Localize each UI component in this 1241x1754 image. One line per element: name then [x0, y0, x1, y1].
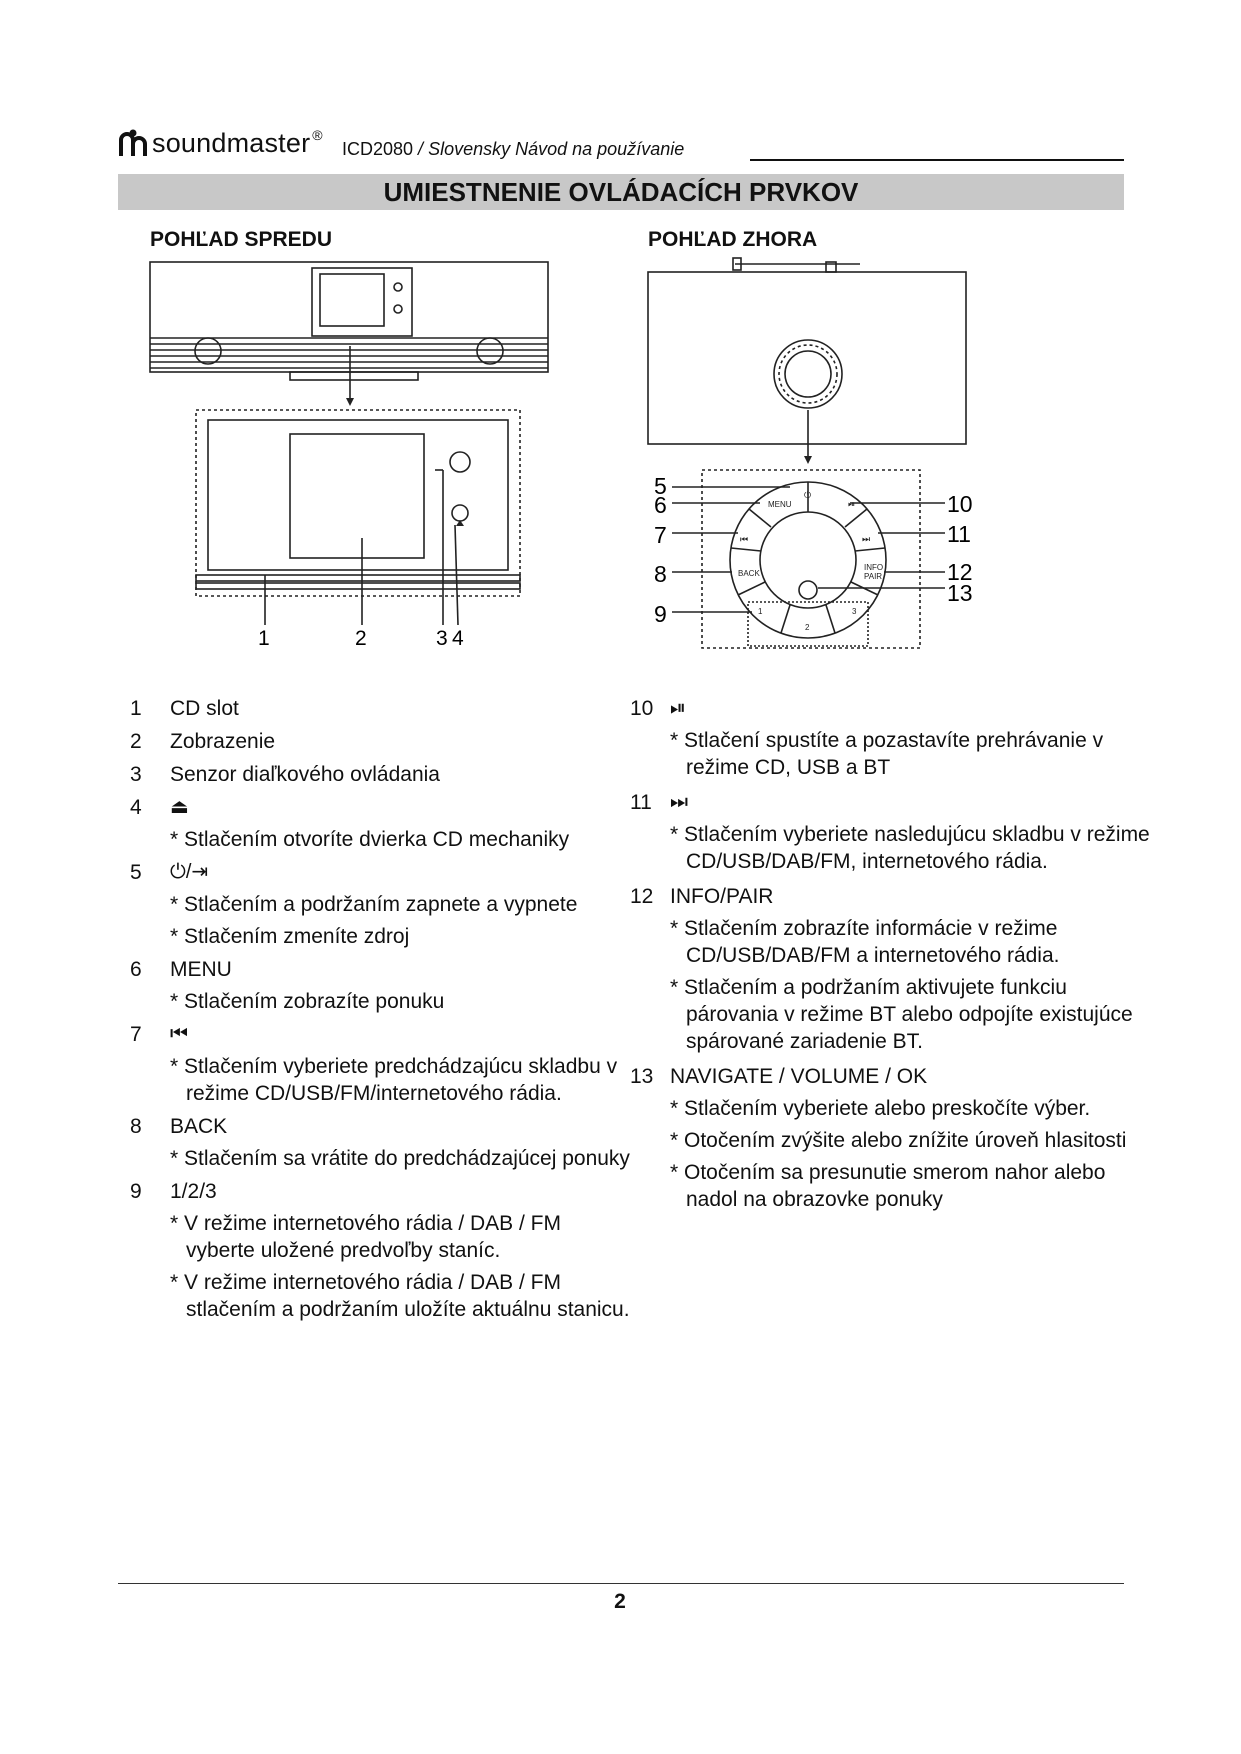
item-number: 4 — [130, 796, 142, 819]
control-item-4 — [130, 794, 630, 853]
ring-info-label: INFO — [864, 563, 884, 572]
control-item-9 — [130, 1178, 630, 1323]
section-title: UMIESTNENIE OVLÁDACÍCH PRVKOV — [383, 177, 859, 207]
top-callout-12: 12 — [947, 559, 973, 585]
power-source-icon: ⏻/⇥ — [170, 861, 209, 883]
ring-preset-3-label: 3 — [852, 607, 857, 616]
item-number: 11 — [630, 791, 652, 814]
item-description: * Stlačením vyberiete predchádzajúcu skladbu v režime CD/USB/FM/internetového rádia. — [170, 1055, 618, 1105]
control-item-7 — [130, 1021, 630, 1107]
top-callout-9: 9 — [654, 601, 667, 627]
control-item-5 — [130, 859, 630, 950]
item-label: Senzor diaľkového ovládania — [170, 763, 440, 786]
page-number: 2 — [614, 1590, 626, 1613]
control-item-13 — [630, 1063, 1150, 1213]
ring-preset-1-label: 1 — [758, 607, 763, 616]
item-label: NAVIGATE / VOLUME / OK — [670, 1065, 928, 1088]
ring-play-pause-icon: ⏯ — [848, 499, 856, 509]
item-description: * Stlačením otvoríte dvierka CD mechaniky — [170, 828, 570, 851]
control-item-6 — [130, 956, 630, 1015]
item-number: 2 — [130, 730, 142, 753]
item-number: 10 — [630, 697, 654, 720]
item-number: 13 — [630, 1065, 654, 1088]
navigate-volume-knob — [760, 512, 856, 608]
top-callout-6: 6 — [654, 492, 667, 518]
control-item-10 — [630, 695, 1150, 781]
item-description: * Stlačení spustíte a pozastavíte prehrávanie v režime CD, USB a BT — [670, 729, 1104, 779]
item-description: * Stlačením zobrazíte ponuku — [170, 990, 445, 1013]
top-callout-7: 7 — [654, 522, 667, 548]
item-label: CD slot — [170, 697, 239, 720]
brand-name: soundmaster — [152, 127, 311, 158]
top-device-body — [648, 272, 966, 444]
top-callout-10: 10 — [947, 491, 973, 517]
control-item-12 — [630, 883, 1150, 1055]
item-number: 12 — [630, 885, 654, 908]
top-callout-8: 8 — [654, 561, 667, 587]
item-description: * Stlačením zobrazíte informácie v režime CD/USB/DAB/FM a internetového rádia. — [670, 917, 1060, 967]
front-view-title: POHĽAD SPREDU — [150, 228, 333, 251]
item-label: 1/2/3 — [170, 1180, 217, 1203]
ring-menu-label: MENU — [768, 500, 792, 509]
ring-pair-label: PAIR — [864, 572, 883, 581]
ring-power-icon: ⏻ — [804, 490, 812, 500]
item-number: 3 — [130, 763, 142, 786]
next-track-icon: ⏭ — [670, 791, 688, 813]
footer-rule — [118, 1583, 1124, 1584]
item-description: * Stlačením vyberiete nasledujúcu skladbu v režime CD/USB/DAB/FM, internetového rádia. — [670, 823, 1150, 873]
item-number: 8 — [130, 1115, 142, 1138]
previous-track-icon: ⏮ — [170, 1023, 188, 1045]
item-label: Zobrazenie — [170, 730, 276, 753]
item-description: * Stlačením zmeníte zdroj — [170, 925, 410, 948]
item-description: * Otočením sa presunutie smerom nahor alebo nadol na obrazovke ponuky — [670, 1161, 1106, 1211]
ring-prev-icon: ⏮ — [740, 534, 749, 544]
item-label: MENU — [170, 958, 232, 981]
brand-registered-mark: ® — [312, 127, 323, 143]
play-pause-icon: ⏯ — [670, 697, 686, 719]
control-item-1 — [130, 695, 630, 722]
eject-icon: ⏏ — [170, 796, 189, 818]
front-callout-3: 3 — [436, 627, 448, 650]
item-label: INFO/PAIR — [670, 885, 774, 908]
top-callout-13: 13 — [947, 580, 973, 606]
manual-subtitle: Slovensky Návod na používanie — [428, 139, 685, 159]
item-number: 6 — [130, 958, 142, 981]
item-number: 5 — [130, 861, 142, 884]
knob-ok-dot — [799, 581, 817, 599]
model-separator: / — [413, 139, 429, 159]
control-item-2 — [130, 728, 630, 755]
top-callout-5: 5 — [654, 473, 667, 499]
item-number: 1 — [130, 697, 142, 720]
item-description: * Stlačením sa vrátite do predchádzajúcej ponuky — [170, 1147, 630, 1170]
top-view-diagram — [0, 0, 1241, 700]
front-callout-4: 4 — [452, 627, 464, 650]
control-item-8 — [130, 1113, 630, 1172]
top-callout-11: 11 — [947, 521, 971, 547]
item-description: * V režime internetového rádia / DAB / FM stlačením a podržaním uložíte aktuálnu stanicu. — [170, 1271, 630, 1321]
item-description: * Stlačením vyberiete alebo preskočíte výber. — [670, 1097, 1091, 1120]
top-view-title: POHĽAD ZHORA — [648, 228, 818, 251]
item-description: * Stlačením a podržaním zapnete a vypnete — [170, 893, 578, 916]
item-description: * V režime internetového rádia / DAB / FM vyberte uložené predvoľby staníc. — [170, 1212, 561, 1262]
item-number: 7 — [130, 1023, 142, 1046]
item-label: BACK — [170, 1115, 228, 1138]
control-item-3 — [130, 761, 630, 788]
top-dial-inner — [785, 351, 831, 397]
right-control-list — [630, 695, 1150, 1213]
ring-next-icon: ⏭ — [862, 534, 871, 544]
control-item-11 — [630, 789, 1150, 875]
ring-preset-2-label: 2 — [805, 623, 810, 632]
item-description: * Otočením zvýšite alebo znížite úroveň hlasitosti — [670, 1129, 1127, 1152]
item-description: * Stlačením a podržaním aktivujete funkciu párovania v režime BT alebo odpojíte existujúce spárované zariadenie BT. — [670, 976, 1133, 1053]
item-number: 9 — [130, 1180, 142, 1203]
ring-back-label: BACK — [738, 569, 760, 578]
front-callout-2: 2 — [355, 627, 367, 650]
left-control-list — [130, 695, 630, 1323]
model-number: ICD2080 — [342, 139, 414, 159]
front-callout-1: 1 — [258, 627, 270, 650]
